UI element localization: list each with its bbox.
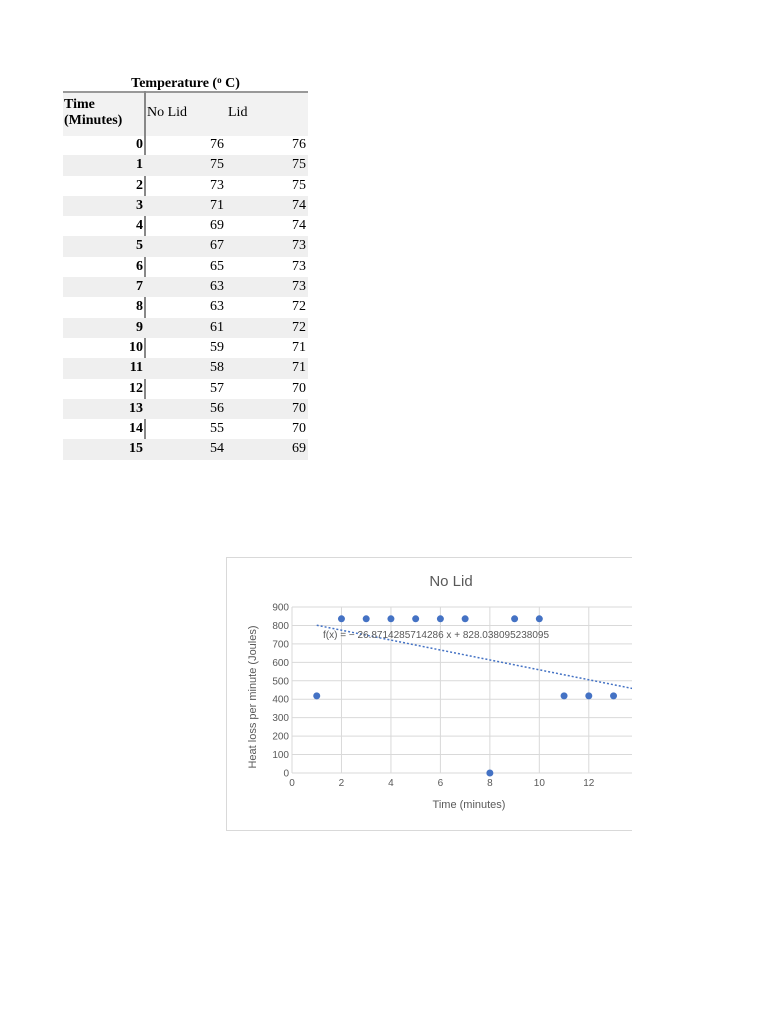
no-lid-cell: 73 (210, 177, 224, 193)
data-point (363, 615, 370, 622)
lid-cell: 71 (292, 339, 306, 355)
lid-cell: 75 (292, 157, 306, 173)
table-row (63, 318, 308, 338)
time-cell: 5 (136, 238, 143, 254)
no-lid-cell: 58 (210, 360, 224, 376)
no-lid-cell: 71 (210, 197, 224, 213)
table-row (63, 439, 308, 459)
data-point (412, 615, 419, 622)
time-cell: 10 (129, 339, 143, 355)
y-tick-label: 800 (272, 620, 289, 632)
table-row (63, 399, 308, 419)
data-point (486, 770, 493, 777)
lid-cell: 70 (292, 380, 306, 396)
trendline-equation: f(x) = − 26.8714285714286 x + 828.038095238095 (323, 630, 550, 641)
header-no-lid: No Lid (147, 105, 188, 120)
lid-cell: 73 (292, 258, 306, 274)
x-tick-label: 2 (338, 778, 345, 789)
table-row (63, 419, 308, 439)
data-point (313, 692, 320, 699)
lid-cell: 69 (292, 441, 306, 457)
data-point (462, 615, 469, 622)
lid-cell: 70 (292, 400, 306, 416)
no-lid-chart[interactable] (226, 557, 644, 831)
lid-cell: 70 (292, 421, 306, 437)
no-lid-cell: 55 (210, 421, 224, 437)
table-row (63, 236, 308, 256)
time-cell: 4 (136, 218, 143, 234)
x-tick-label: 12 (583, 778, 595, 789)
no-lid-cell: 61 (210, 319, 224, 335)
y-tick-label: 500 (272, 676, 289, 688)
time-cell: 15 (129, 441, 143, 457)
time-cell: 2 (136, 177, 143, 193)
data-point (338, 615, 345, 622)
table-row (63, 257, 308, 277)
data-point (585, 692, 592, 699)
y-tick-label: 900 (272, 602, 289, 614)
y-tick-label: 100 (272, 750, 289, 762)
table-row (63, 358, 308, 378)
header-lid: Lid (228, 105, 248, 120)
lid-cell: 72 (292, 299, 306, 315)
chart-svg (226, 557, 644, 831)
time-cell: 14 (129, 421, 143, 437)
lid-cell: 74 (292, 218, 306, 234)
time-cell: 9 (136, 319, 143, 335)
x-tick-label: 10 (533, 778, 545, 789)
data-point (610, 692, 617, 699)
lid-cell: 73 (292, 279, 306, 295)
time-cell: 11 (129, 360, 143, 376)
x-tick-label: 6 (437, 778, 444, 789)
lid-cell: 71 (292, 360, 306, 376)
no-lid-cell: 65 (210, 258, 224, 274)
table-row (63, 277, 308, 297)
y-tick-label: 600 (272, 657, 289, 669)
table-row (63, 196, 308, 216)
no-lid-cell: 54 (210, 441, 224, 457)
y-axis-title: Heat loss per minute (Joules) (247, 625, 259, 769)
y-tick-label: 200 (272, 731, 289, 743)
lid-cell: 73 (292, 238, 306, 254)
y-tick-label: 0 (283, 768, 289, 780)
lid-cell: 74 (292, 197, 306, 213)
lid-cell: 72 (292, 319, 306, 335)
x-tick-label: 4 (388, 778, 394, 789)
tick-labels: 01002003004005006007008009000 2 4 6 8 10 12 14 (272, 602, 644, 789)
no-lid-cell: 63 (210, 279, 224, 295)
table-row (63, 135, 308, 155)
lid-cell: 76 (292, 137, 306, 152)
time-cell: 6 (136, 258, 143, 274)
data-point (437, 615, 444, 622)
temperature-rows (63, 135, 308, 460)
x-tick-label: 0 (289, 778, 295, 789)
table-row (63, 176, 308, 196)
chart-title: No Lid (429, 573, 473, 590)
time-cell: 3 (136, 197, 143, 213)
time-cell: 7 (136, 279, 143, 295)
table-row (63, 297, 308, 317)
data-point (536, 615, 543, 622)
no-lid-cell: 75 (210, 157, 224, 173)
no-lid-cell: 67 (210, 238, 224, 254)
time-cell: 8 (136, 299, 143, 315)
no-lid-cell: 59 (210, 339, 224, 355)
y-tick-label: 700 (272, 639, 289, 651)
table-row (63, 216, 308, 236)
time-cell: 0 (136, 137, 143, 152)
no-lid-cell: 57 (210, 380, 224, 396)
table-row (63, 155, 308, 175)
x-tick-label: 8 (487, 778, 493, 789)
y-tick-label: 300 (272, 713, 289, 725)
no-lid-cell: 63 (210, 299, 224, 315)
table-row (63, 379, 308, 399)
temperature-table-title: Temperature ($^o$ C) (131, 75, 240, 91)
no-lid-cell: 56 (210, 400, 224, 416)
data-point (561, 692, 568, 699)
y-tick-label: 400 (272, 694, 289, 706)
data-point (387, 615, 394, 622)
temperature-table-header (63, 91, 308, 136)
data-point (511, 615, 518, 622)
no-lid-cell: 69 (210, 218, 224, 234)
no-lid-cell: 76 (210, 137, 224, 152)
lid-cell: 75 (292, 177, 306, 193)
time-cell: 13 (129, 400, 143, 416)
x-axis-title: Time (minutes) (432, 799, 506, 811)
time-cell: 12 (129, 380, 143, 396)
time-cell: 1 (136, 157, 143, 173)
table-row (63, 338, 308, 358)
header-time: Time (Minutes) (64, 97, 123, 128)
